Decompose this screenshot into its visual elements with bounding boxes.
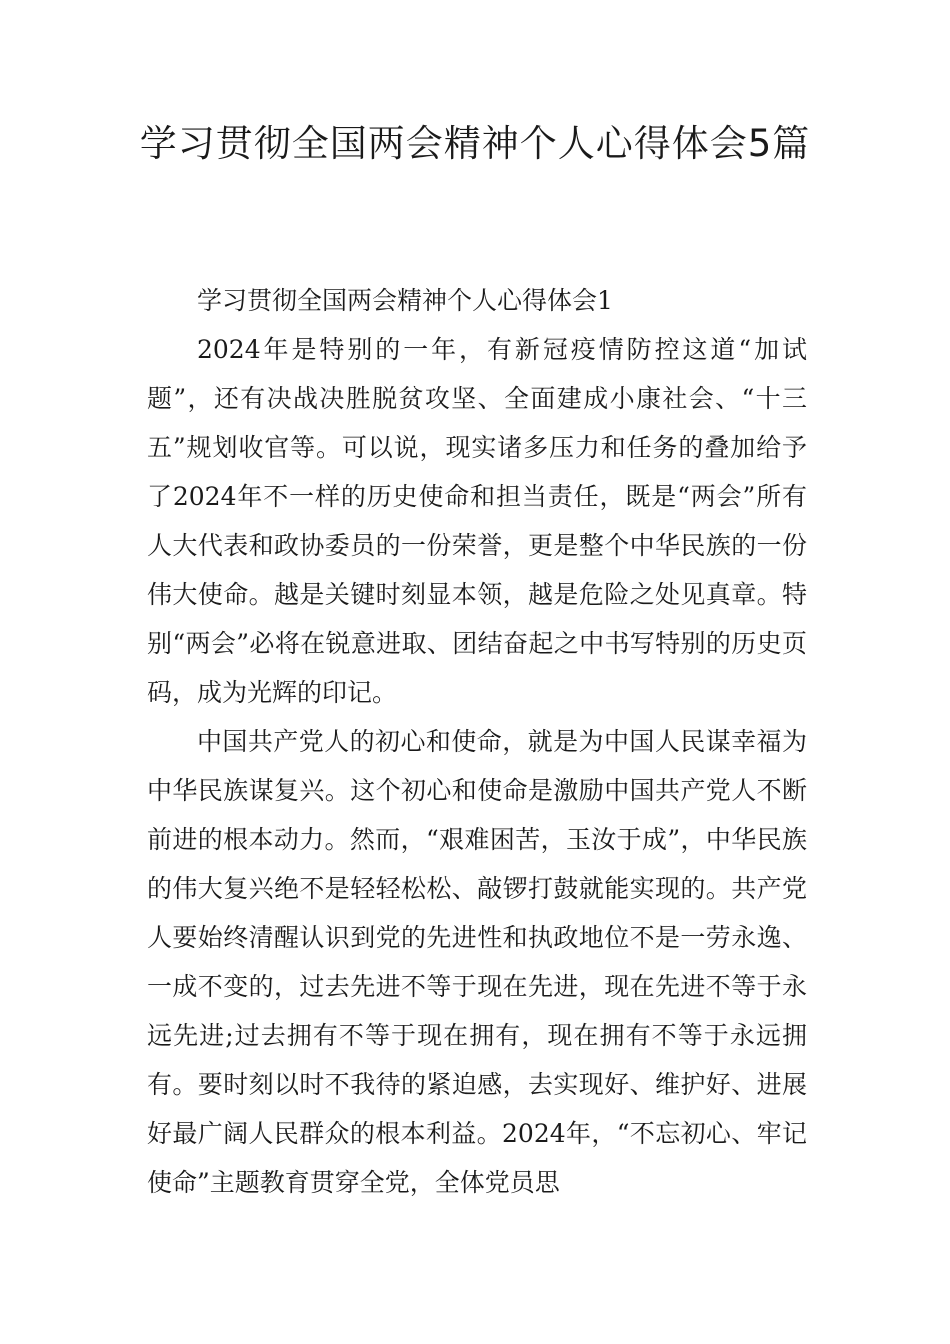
paragraph-1: 2024年是特别的一年，有新冠疫情防控这道“加试题”，还有决战决胜脱贫攻坚、全面建成小康社会、“十三五”规划收官等。可以说，现实诸多压力和任务的叠加给予了2024年不一样的历史使命和担当责任，既是“两会”所有人大代表和政协委员的一份荣誉，更是整个中华民族的一份伟大使命。越是关键时刻显本领，越是危险之处见真章。特别“两会”必将在锐意进取、团结奋起之中书写特别的历史页码，成为光辉的印记。 (147, 335, 807, 707)
document-title: 学习贯彻全国两会精神个人心得体会5篇 (139, 122, 811, 165)
paragraph-2: 中国共产党人的初心和使命，就是为中国人民谋幸福为中华民族谋复兴。这个初心和使命是激励中国共产党人不断前进的根本动力。然而，“艰难困苦，玉汝于成”，中华民族的伟大复兴绝不是轻轻松松、敲锣打鼓就能实现的。共产党人要始终清醒认识到党的先进性和执政地位不是一劳永逸、一成不变的，过去先进不等于现在先进，现在先进不等于永远先进;过去拥有不等于现在拥有，现在拥有不等于永远拥有。要时刻以时不我待的紧迫感，去实现好、维护好、进展好最广阔人民群众的根本利益。2024年，“不忘初心、牢记使命”主题教育贯穿全党，全体党员思 (147, 727, 807, 1197)
section-heading: 学习贯彻全国两会精神个人心得体会1 (197, 286, 613, 315)
document-body (147, 276, 807, 1207)
